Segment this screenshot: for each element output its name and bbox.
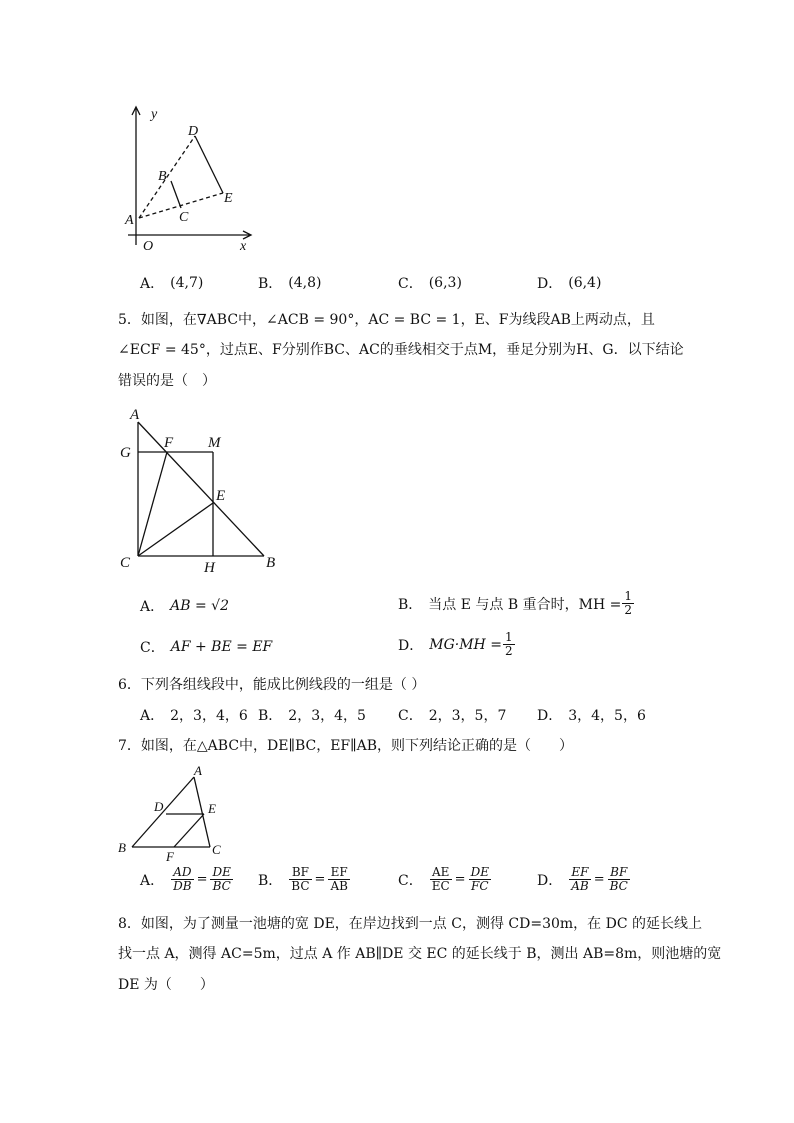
option-label: C．	[140, 640, 165, 656]
fraction	[622, 590, 634, 617]
option-label: B．	[258, 872, 283, 889]
option-label: C．	[398, 708, 423, 724]
option-label: D．	[398, 637, 424, 654]
fraction-right: $\frac{DE}{FC}$	[470, 865, 489, 893]
segment-EF	[174, 814, 204, 847]
option-value: 2，3，4，6	[170, 708, 248, 724]
label-A: A	[194, 763, 202, 778]
option-label: A．	[140, 872, 165, 889]
q6-option-c[interactable]	[398, 705, 506, 725]
equals-sign: =	[454, 872, 466, 887]
option-label: A．	[140, 599, 165, 615]
label-O: O	[143, 239, 154, 254]
label-D: D	[188, 124, 199, 139]
label-E: E	[224, 191, 233, 206]
fraction-left: $\frac{AE}{EC}$	[431, 865, 450, 893]
q5-option-a[interactable]	[140, 596, 229, 616]
q4-option-d[interactable]	[537, 273, 601, 293]
label-x: x	[240, 239, 247, 254]
segment-CE	[138, 503, 213, 556]
fraction	[503, 631, 515, 658]
option-value: 3，4，5，6	[568, 708, 646, 724]
q5-stem-line2: ∠ECF = 45°，过点E、F分别作BC、AC的垂线相交于点M，垂足分别为H、G．以下结论	[118, 342, 684, 358]
option-value: 2，3，4，5	[288, 708, 366, 724]
label-B: B	[158, 169, 167, 184]
q7-option-d[interactable]	[537, 866, 631, 893]
option-text: 当点 E 与点 B 重合时，MH =	[428, 596, 622, 613]
option-text: AB = √2	[170, 598, 229, 614]
fraction-right: $\frac{EF}{AB}$	[330, 865, 348, 893]
label-y: y	[151, 107, 158, 122]
label-M: M	[208, 435, 221, 451]
fraction-left: $\frac{BF}{BC}$	[291, 865, 310, 893]
q7-option-c[interactable]	[398, 866, 492, 893]
label-G: G	[120, 445, 131, 461]
label-D: D	[154, 799, 164, 814]
option-text: MG·MH =	[429, 636, 502, 653]
option-label: B．	[258, 708, 283, 724]
label-E: E	[208, 801, 216, 816]
fraction-right: $\frac{DE}{BC}$	[212, 865, 231, 893]
option-label: A．	[140, 708, 165, 724]
label-F: F	[164, 435, 174, 451]
numerator: 1	[504, 630, 513, 644]
fraction-left: $\frac{AD}{DB}$	[173, 865, 192, 893]
segment-DE	[195, 136, 223, 193]
q8-stem-line2: 找一点 A，测得 AC=5m，过点 A 作 AB∥DE 交 EC 的延长线于 B，测出 AB=8m，则池塘的宽	[118, 946, 722, 962]
option-value: (6,3)	[428, 275, 462, 291]
q7-option-a[interactable]	[140, 866, 234, 893]
q6-option-d[interactable]	[537, 705, 646, 725]
option-value: (4,7)	[170, 275, 204, 291]
label-C: C	[212, 842, 221, 857]
q5-option-c[interactable]	[140, 637, 272, 657]
option-text: AF + BE = EF	[170, 639, 273, 655]
equals-sign: =	[196, 872, 208, 887]
q7-figure	[112, 763, 242, 863]
denominator: 2	[504, 644, 513, 658]
q4-figure	[118, 100, 268, 255]
option-label: C．	[398, 872, 423, 889]
q8-stem-line3: DE 为（ ）	[118, 977, 214, 993]
q5-stem-line3: 错误的是（ ）	[118, 373, 216, 389]
q4-option-c[interactable]	[398, 273, 462, 293]
label-F: F	[166, 849, 174, 863]
q5-figure	[112, 402, 292, 577]
option-label: D．	[537, 872, 563, 889]
q6-option-b[interactable]	[258, 705, 366, 725]
q6-stem: 6．下列各组线段中，能成比例线段的一组是（ ）	[118, 677, 426, 693]
q7-option-b[interactable]	[258, 866, 351, 893]
numerator: 1	[624, 589, 632, 603]
option-label: A．	[140, 276, 165, 292]
label-A: A	[125, 213, 134, 228]
label-B: B	[266, 555, 276, 571]
q5-option-d[interactable]	[398, 631, 516, 658]
q4-option-b[interactable]	[258, 273, 322, 293]
q6-option-a[interactable]	[140, 705, 248, 725]
segment-BC	[171, 181, 181, 208]
denominator: 2	[624, 603, 632, 617]
option-label: B．	[398, 596, 423, 613]
label-B: B	[118, 840, 126, 855]
option-label: C．	[398, 276, 423, 292]
q8-stem-line1: 8．如图，为了测量一池塘的宽 DE，在岸边找到一点 C，测得 CD=30m，在 DC 的延长线上	[118, 916, 703, 932]
label-C: C	[179, 210, 189, 225]
q5-stem-line1: 5．如图，在∇ABC中，∠ACB = 90°，AC = BC = 1，E、F为线段AB上两动点，且	[118, 312, 655, 328]
equals-sign: =	[314, 872, 326, 887]
option-value: (4,8)	[288, 275, 322, 291]
option-label: D．	[537, 708, 563, 724]
label-H: H	[204, 560, 215, 576]
label-A: A	[130, 407, 140, 423]
q5-option-b[interactable]	[398, 590, 635, 617]
option-value: (6,4)	[568, 275, 602, 291]
option-label: D．	[537, 276, 563, 292]
option-label: B．	[258, 276, 283, 292]
segment-CF	[138, 452, 167, 556]
q4-option-a[interactable]	[140, 273, 203, 293]
fraction-right: $\frac{BF}{BC}$	[609, 865, 628, 893]
q7-stem: 7．如图，在△ABC中，DE∥BC，EF∥AB，则下列结论正确的是（ ）	[118, 738, 574, 754]
fraction-left: $\frac{EF}{AB}$	[571, 865, 589, 893]
equals-sign: =	[593, 872, 605, 887]
label-C: C	[120, 555, 131, 571]
segment-AD	[139, 136, 195, 218]
label-E: E	[216, 488, 226, 504]
option-value: 2，3，5，7	[428, 708, 507, 724]
